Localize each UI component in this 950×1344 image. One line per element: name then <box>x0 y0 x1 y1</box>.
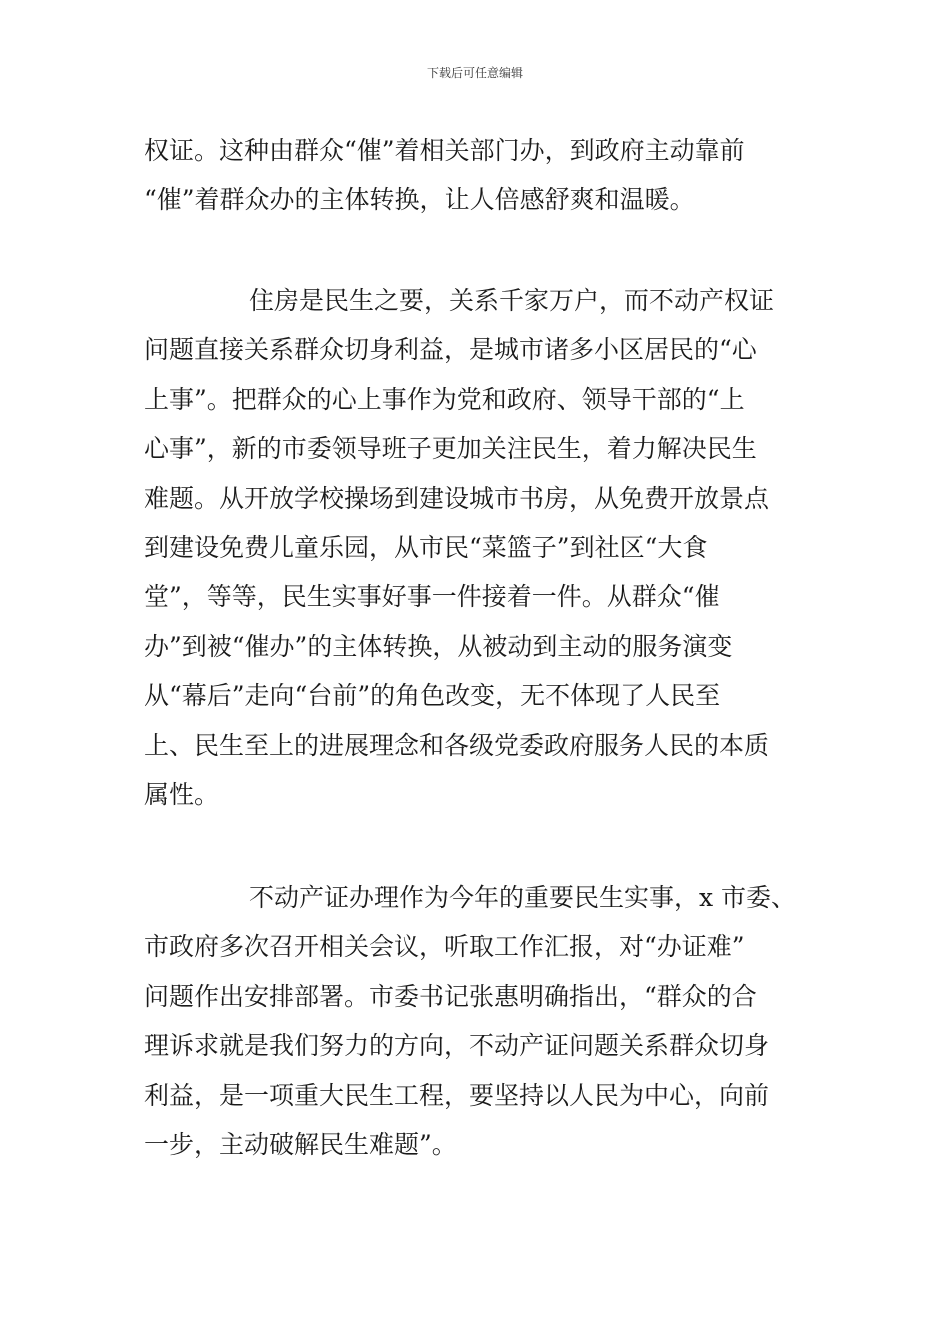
text-line: 问题作出安排部署。市委书记张惠明确指出，“群众的合 <box>144 981 757 1011</box>
text-line: 不动产证办理作为今年的重要民生实事，x 市委、 <box>249 883 797 912</box>
paragraph-3 <box>144 873 814 1169</box>
text-line: 上事”。把群众的心上事作为党和政府、领导干部的“上 <box>144 384 745 414</box>
text-line: 一步，主动破解民生难题”。 <box>144 1129 457 1159</box>
text-line: 住房是民生之要，关系千家万户，而不动产权证 <box>249 286 775 315</box>
text-line: 问题直接关系群众切身利益，是城市诸多小区居民的“心 <box>144 335 757 365</box>
text-line: 堂”，等等，民生实事好事一件接着一件。从群众“催 <box>144 582 720 612</box>
paragraph-2 <box>144 276 814 819</box>
text-line: 到建设免费儿童乐园，从市民“菜篮子”到社区“大食 <box>144 532 708 562</box>
text-line: 心事”，新的市委领导班子更加关注民生，着力解决民生 <box>144 434 757 464</box>
page-header: 下载后可任意编辑 <box>426 66 523 80</box>
text-line: 办”到被“催办”的主体转换，从被动到主动的服务演变 <box>144 631 733 661</box>
paragraph-1 <box>144 126 814 225</box>
text-line: 从“幕后”走向“台前”的角色改变，无不体现了人民至 <box>144 681 721 711</box>
text-line: 难题。从开放学校操场到建设城市书房，从免费开放景点 <box>144 483 770 513</box>
text-line: 上、民生至上的进展理念和各级党委政府服务人民的本质 <box>144 730 770 760</box>
text-line: 权证。这种由群众“催”着相关部门办，到政府主动靠前 <box>144 136 745 165</box>
text-line: 属性。 <box>144 779 220 809</box>
text-line: 市政府多次召开相关会议，听取工作汇报，对“办证难” <box>144 932 745 962</box>
text-line: 理诉求就是我们努力的方向，不动产证问题关系群众切身 <box>144 1031 770 1061</box>
text-line: 利益，是一项重大民生工程，要坚持以人民为中心，向前 <box>144 1080 770 1110</box>
text-line: “催”着群众办的主体转换，让人倍感舒爽和温暖。 <box>144 185 695 215</box>
